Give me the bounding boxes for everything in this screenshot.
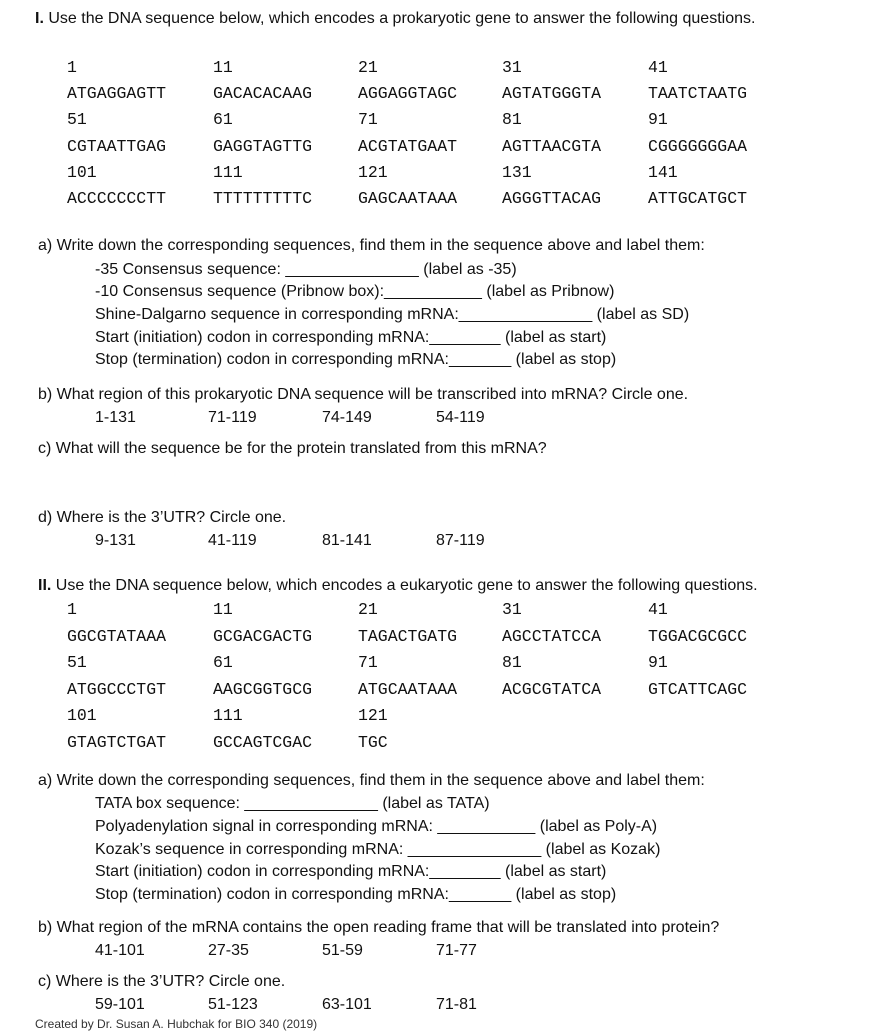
part1-heading-text: Use the DNA sequence below, which encodes a prokaryotic gene to answer the following questions.: [48, 10, 756, 27]
position-number: 51: [67, 110, 87, 129]
dna-block: GAGGTAGTTG: [213, 137, 313, 156]
position-number: 61: [213, 653, 233, 672]
position-number: 21: [358, 58, 378, 77]
position-number: 131: [502, 163, 532, 182]
answer-option[interactable]: 71-77: [436, 942, 477, 959]
position-number: 111: [213, 706, 243, 725]
part2-a-line-2: Polyadenylation signal in corresponding mRNA: ___________ (label as Poly-A): [95, 818, 658, 835]
part2-a-line-4: Start (initiation) codon in corresponding mRNA:________ (label as start): [95, 863, 607, 880]
answer-option[interactable]: 1-131: [95, 409, 136, 426]
part1-heading: [35, 10, 755, 28]
dna-block: ATGGCCCTGT: [67, 680, 167, 699]
position-number: 71: [358, 653, 378, 672]
answer-option[interactable]: 59-101: [95, 996, 145, 1013]
part2-b-options: [0, 942, 869, 962]
page-footer: Created by Dr. Susan A. Hubchak for BIO 340 (2019): [35, 1017, 318, 1031]
dna-block: GCCAGTCGAC: [213, 733, 313, 752]
answer-option[interactable]: 71-119: [208, 409, 257, 426]
dna-block: TGC: [358, 733, 388, 752]
answer-option[interactable]: 51-123: [208, 996, 258, 1013]
dna-block: AGTTAACGTA: [502, 137, 602, 156]
dna-block: AGCCTATCCA: [502, 627, 602, 646]
dna-block: ACCCCCCCTT: [67, 189, 167, 208]
part2-heading-number: II.: [38, 577, 52, 594]
answer-option[interactable]: 9-131: [95, 532, 136, 549]
answer-option[interactable]: 51-59: [322, 942, 363, 959]
seq-number-row: [0, 163, 869, 185]
dna-block: AGGGTTACAG: [502, 189, 602, 208]
dna-block: GCGACGACTG: [213, 627, 313, 646]
seq-number-row: [0, 706, 869, 728]
part1-a-line-4: Start (initiation) codon in corresponding mRNA:________ (label as start): [95, 329, 607, 346]
position-number: 101: [67, 163, 97, 182]
answer-option[interactable]: 71-81: [436, 996, 477, 1013]
position-number: 121: [358, 706, 388, 725]
position-number: 91: [648, 653, 668, 672]
position-number: 111: [213, 163, 243, 182]
part2-question-b: b) What region of the mRNA contains the open reading frame that will be translated into protein?: [38, 919, 720, 936]
dna-block: AGTATGGGTA: [502, 84, 602, 103]
answer-option[interactable]: 27-35: [208, 942, 249, 959]
seq-number-row: [0, 110, 869, 132]
dna-block: TGGACGCGCC: [648, 627, 748, 646]
part1-question-a: a) Write down the corresponding sequences, find them in the sequence above and label them:: [38, 237, 705, 254]
seq-base-row: [0, 84, 869, 106]
dna-block: GGCGTATAAA: [67, 627, 167, 646]
dna-block: ATGAGGAGTT: [67, 84, 167, 103]
seq-number-row: [0, 653, 869, 675]
position-number: 71: [358, 110, 378, 129]
part2-question-c: c) Where is the 3’UTR? Circle one.: [38, 973, 286, 990]
dna-block: ATTGCATGCT: [648, 189, 748, 208]
seq-base-row: [0, 189, 869, 211]
part2-c-options: [0, 996, 869, 1016]
position-number: 11: [213, 58, 233, 77]
dna-block: ACGTATGAAT: [358, 137, 458, 156]
part1-question-b: b) What region of this prokaryotic DNA sequence will be transcribed into mRNA? Circle one.: [38, 386, 689, 403]
dna-block: GTCATTCAGC: [648, 680, 748, 699]
position-number: 81: [502, 110, 522, 129]
dna-block: TAGACTGATG: [358, 627, 458, 646]
part2-heading: [38, 577, 758, 595]
dna-block: GTAGTCTGAT: [67, 733, 167, 752]
dna-block: ATGCAATAAA: [358, 680, 458, 699]
position-number: 41: [648, 600, 668, 619]
seq-number-row: [0, 600, 869, 622]
position-number: 11: [213, 600, 233, 619]
part1-question-d: d) Where is the 3’UTR? Circle one.: [38, 509, 287, 526]
part2-a-line-1: TATA box sequence: _______________ (label as TATA): [95, 795, 490, 812]
dna-block: AGGAGGTAGC: [358, 84, 458, 103]
position-number: 141: [648, 163, 678, 182]
position-number: 91: [648, 110, 668, 129]
seq-number-row: [0, 58, 869, 80]
dna-block: GAGCAATAAA: [358, 189, 458, 208]
answer-option[interactable]: 54-119: [436, 409, 485, 426]
position-number: 61: [213, 110, 233, 129]
position-number: 41: [648, 58, 668, 77]
part1-question-c: c) What will the sequence be for the protein translated from this mRNA?: [38, 440, 547, 457]
answer-option[interactable]: 87-119: [436, 532, 485, 549]
part1-d-options: [0, 532, 869, 552]
part1-a-line-2: -10 Consensus sequence (Pribnow box):___________ (label as Pribnow): [95, 283, 615, 300]
part1-a-line-3: Shine-Dalgarno sequence in corresponding mRNA:_______________ (label as SD): [95, 306, 690, 323]
part2-a-line-3: Kozak’s sequence in corresponding mRNA: _______________ (label as Kozak): [95, 841, 661, 858]
part2-question-a: a) Write down the corresponding sequences, find them in the sequence above and label them:: [38, 772, 705, 789]
position-number: 81: [502, 653, 522, 672]
seq-base-row: [0, 733, 869, 755]
part2-heading-text: Use the DNA sequence below, which encodes a eukaryotic gene to answer the following questions.: [55, 577, 758, 594]
position-number: 1: [67, 600, 77, 619]
seq-base-row: [0, 680, 869, 702]
answer-option[interactable]: 63-101: [322, 996, 372, 1013]
dna-block: TTTTTTTTTC: [213, 189, 313, 208]
answer-option[interactable]: 41-101: [95, 942, 145, 959]
dna-block: CGTAATTGAG: [67, 137, 167, 156]
part1-a-line-5: Stop (termination) codon in corresponding mRNA:_______ (label as stop): [95, 351, 617, 368]
dna-block: ACGCGTATCA: [502, 680, 602, 699]
dna-block: AAGCGGTGCG: [213, 680, 313, 699]
seq-base-row: [0, 137, 869, 159]
part1-b-options: [0, 409, 869, 429]
answer-option[interactable]: 81-141: [322, 532, 372, 549]
dna-block: CGGGGGGGAA: [648, 137, 748, 156]
position-number: 31: [502, 600, 522, 619]
dna-block: TAATCTAATG: [648, 84, 748, 103]
answer-option[interactable]: 41-119: [208, 532, 257, 549]
position-number: 121: [358, 163, 388, 182]
position-number: 51: [67, 653, 87, 672]
position-number: 21: [358, 600, 378, 619]
position-number: 31: [502, 58, 522, 77]
part2-a-line-5: Stop (termination) codon in corresponding mRNA:_______ (label as stop): [95, 886, 617, 903]
position-number: 1: [67, 58, 77, 77]
answer-option[interactable]: 74-149: [322, 409, 372, 426]
position-number: 101: [67, 706, 97, 725]
dna-block: GACACACAAG: [213, 84, 313, 103]
part1-a-line-1: -35 Consensus sequence: _______________ (label as -35): [95, 261, 517, 278]
seq-base-row: [0, 627, 869, 649]
part1-heading-number: I.: [35, 10, 44, 27]
